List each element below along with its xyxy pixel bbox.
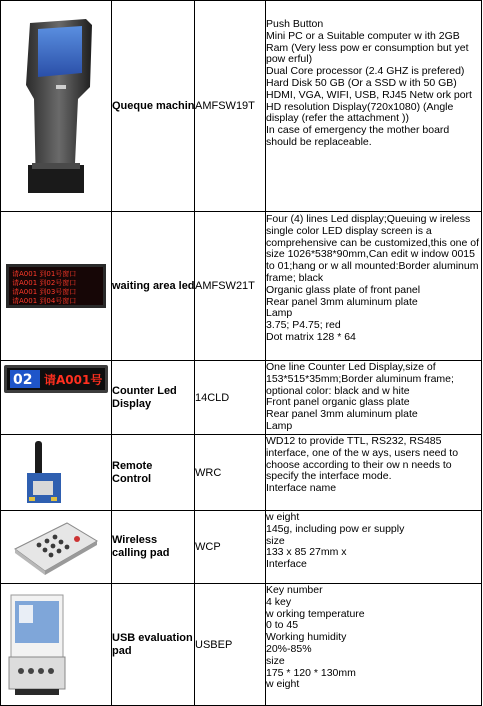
description-line: 145g, including pow er supply (266, 522, 405, 535)
description-line: 20%-85% (266, 642, 312, 655)
description-line: w eight (266, 511, 300, 523)
product-name: Remote Control (112, 435, 195, 511)
product-description (266, 511, 482, 584)
counter-number: 02 (13, 372, 33, 388)
product-model: AMFSW19T (195, 1, 266, 212)
product-name: Wireless calling pad (112, 511, 195, 584)
description-line: w orking temperature (266, 607, 365, 620)
product-description (266, 435, 482, 511)
description-line: HD resolution Display(720x1080) (Angle display (refer the attachment )) (266, 100, 457, 125)
product-description (266, 584, 482, 706)
description-line: Rear panel 3mm aluminum plate (266, 295, 418, 308)
table-row (1, 212, 482, 361)
product-image-cell (1, 1, 112, 212)
product-description (266, 212, 482, 361)
product-name: waiting area led (112, 212, 195, 361)
description-line: 0 to 45 (266, 619, 299, 632)
product-name: Counter Led Display (112, 361, 195, 435)
product-image-cell (1, 511, 112, 584)
description-line: Organic glass plate of front panel (266, 283, 421, 296)
description-line: 175 * 120 * 130mm (266, 666, 356, 679)
led-board-image (6, 264, 106, 308)
description-line: 3.75; P4.75; red (266, 319, 341, 332)
product-model: USBEP (195, 584, 266, 706)
description-line: Dot matrix 128 * 64 (266, 330, 356, 343)
led-line: 请A001 到03号窗口 (12, 288, 77, 296)
product-description (266, 361, 482, 435)
description-line: w eight (266, 678, 300, 691)
description-line: Working humidity (266, 631, 347, 644)
description-line: Lamp (266, 307, 293, 320)
product-image-cell (1, 361, 112, 435)
calling-pad-image (11, 519, 101, 575)
description-line: 133 x 85 27mm x (266, 546, 347, 559)
product-image-cell (1, 584, 112, 706)
description-line: Dual Core processor (2.4 GHZ is prefered) (266, 65, 465, 78)
description-line: 4 key (266, 595, 292, 608)
led-line: 请A001 到01号窗口 (12, 270, 77, 278)
product-image-cell (1, 212, 112, 361)
counter-display-image (4, 365, 108, 393)
description-line: Front panel organic glass plate (266, 396, 410, 409)
description-line: Four (4) lines Led display;Queuing w ireless single color LED display screen is a comprehensive can be customized,this one of size 1026*538*90mm,Can edit w indow 0015 to 01;hang or w all mounted:Border aluminum frame; black (266, 213, 482, 284)
description-line: One line Counter Led Display,size of 153*515*35mm;Border aluminum frame; optional color: black and w hite (266, 361, 457, 397)
product-description (266, 1, 482, 212)
product-model: WRC (195, 435, 266, 511)
kiosk-image (16, 15, 96, 197)
description-line: Rear panel 3mm aluminum plate (266, 408, 418, 421)
product-name: Queque machin (112, 1, 195, 212)
table-row (1, 584, 482, 706)
product-model: AMFSW21T (195, 212, 266, 361)
description-line: Push Button (266, 18, 324, 30)
table-row (1, 511, 482, 584)
description-line: Hard Disk 50 GB (Or a SSD w ith 50 GB) (266, 76, 457, 89)
product-name: USB evaluation pad (112, 584, 195, 706)
description-line: HDMI, VGA, WIFI, USB, RJ45 Netw ork port (266, 88, 472, 101)
led-line: 请A001 到04号窗口 (12, 297, 77, 305)
product-image-cell (1, 435, 112, 511)
description-line: size (266, 654, 285, 667)
table-row (1, 435, 482, 511)
table-row (1, 361, 482, 435)
description-line: size (266, 534, 285, 547)
description-line: In case of emergency the mother board should be replaceable. (266, 124, 453, 148)
description-line: Interface (266, 558, 307, 571)
evaluation-pad-image (9, 593, 65, 697)
led-line: 请A001 到02号窗口 (12, 279, 77, 287)
description-line: Interface name (266, 482, 337, 495)
description-line: Mini PC or a Suitable computer w ith 2GB Ram (Very less pow er consumption but yet pow erful) (266, 29, 472, 66)
table-row (1, 1, 482, 212)
remote-module-image (21, 441, 71, 505)
description-line: Key number (266, 584, 323, 596)
description-line: Lamp (266, 419, 293, 432)
counter-text: 请A001号 (44, 373, 103, 387)
product-model: WCP (195, 511, 266, 584)
description-line: WD12 to provide TTL, RS232, RS485 interface, one of the w ays, users need to choose according to their ow n needs to specify the interface mode. (266, 435, 461, 483)
product-model: 14CLD (195, 361, 266, 435)
